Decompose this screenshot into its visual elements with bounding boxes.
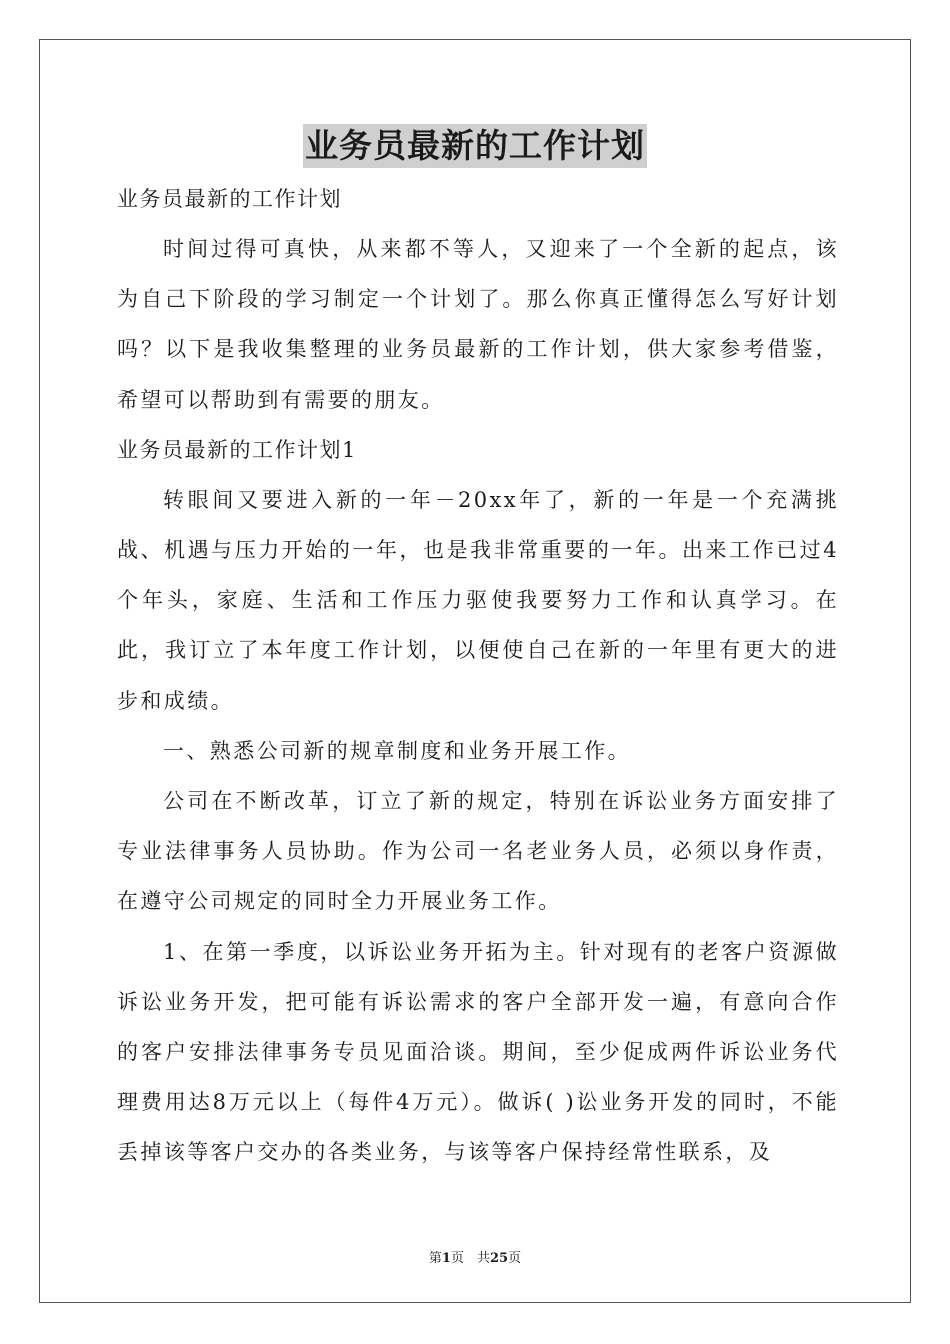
body-paragraph: 转眼间又要进入新的一年－20xx年了，新的一年是一个充满挑战、机遇与压力开始的一年，也是我非常重要的一年。出来工作已过4个年头，家庭、生活和工作压力驱使我要努力工作和认真学习。在此，我订立了本年度工作计划，以便使自己在新的一年里有更大的进步和成绩。 — [117, 487, 839, 713]
title-container — [0, 124, 950, 168]
page-footer — [0, 1247, 950, 1266]
document-title: 业务员最新的工作计划 — [303, 124, 647, 168]
document-body — [117, 174, 839, 1178]
intro-paragraph: 时间过得可真快，从来都不等人，又迎来了一个全新的起点，该为自己下阶段的学习制定一个计划了。那么你真正懂得怎么写好计划吗？以下是我收集整理的业务员最新的工作计划，供大家参考借鉴，希望可以帮助到有需要的朋友。 — [117, 237, 839, 412]
body-paragraph: 1、在第一季度，以诉讼业务开拓为主。针对现有的老客户资源做诉讼业务开发，把可能有诉讼需求的客户全部开发一遍，有意向合作的客户安排法律事务专员见面洽谈。期间，至少促成两件诉讼业务代理费用达8万元以上（每件4万元）。做诉( )讼业务开发的同时，不能丢掉该等客户交办的各类业务，与该等客户保持经常性联系，及 — [117, 939, 839, 1165]
subtitle-paragraph: 业务员最新的工作计划 — [117, 187, 342, 211]
page-current: 1 — [441, 1251, 451, 1266]
page-prefix: 第 — [428, 1251, 442, 1266]
page-total: 25 — [489, 1251, 509, 1266]
body-paragraph: 公司在不断改革，订立了新的规定，特别在诉讼业务方面安排了专业法律事务人员协助。作为公司一名老业务人员，必须以身作责，在遵守公司规定的同时全力开展业务工作。 — [117, 789, 839, 914]
body-paragraph: 一、熟悉公司新的规章制度和业务开展工作。 — [163, 738, 631, 763]
page-mid: 页 共 — [450, 1251, 490, 1266]
page-suffix: 页 — [508, 1251, 522, 1266]
section-heading: 业务员最新的工作计划1 — [117, 437, 357, 462]
